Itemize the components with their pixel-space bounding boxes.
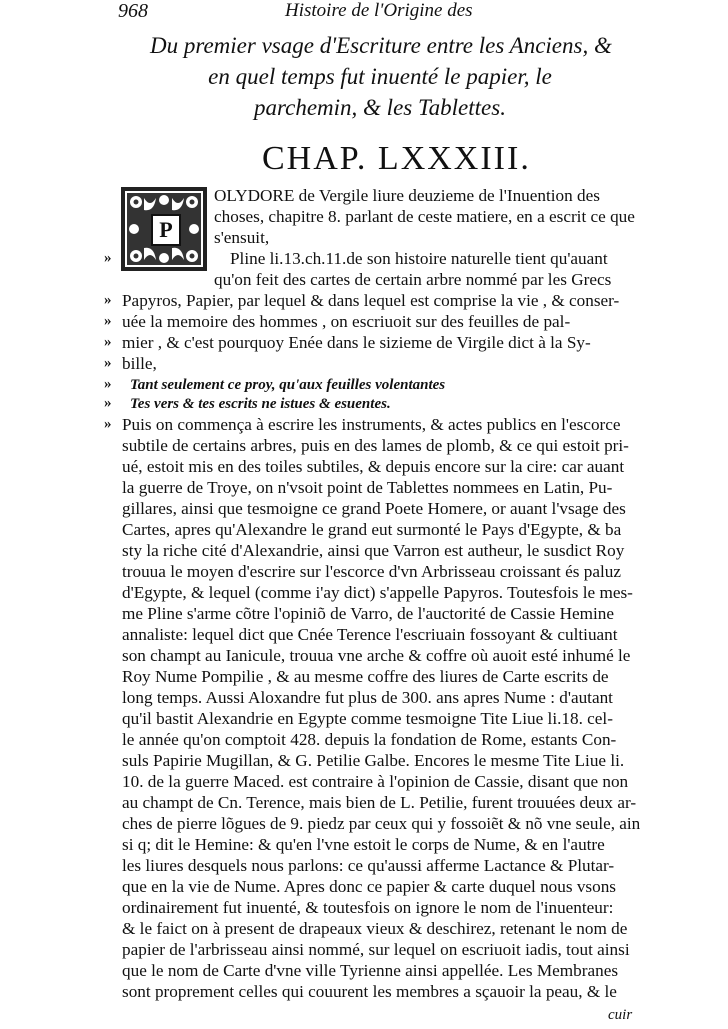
running-head: Histoire de l'Origine des bbox=[285, 0, 473, 21]
text-line: long temps. Aussi Aloxandre fut plus de 300. ans apres Nume : d'autant bbox=[122, 688, 613, 707]
text-line: me Pline s'arme cõtre l'opiniõ de Varro, de l'auctorité de Cassie Hemine bbox=[122, 604, 614, 623]
quote-mark: » bbox=[104, 313, 112, 329]
text-line: gillares, ainsi que tesmoigne ce grand Poete Homere, or auant l'vsage des bbox=[122, 499, 626, 518]
text-line: d'Egypte, & lequel (comme i'ay dict) s'appelle Papyros. Toutesfois le mes- bbox=[122, 583, 633, 602]
text-line: Puis on commença à escrire les instruments, & actes publics en l'escorce bbox=[122, 415, 621, 434]
text-line: choses, chapitre 8. parlant de ceste matiere, en a escrit ce que bbox=[214, 207, 635, 226]
text-line: qu'il bastit Alexandrie en Egypte comme tesmoigne Tite Liue li.18. cel- bbox=[122, 709, 613, 728]
text-line: trouua le moyen d'escrire sur l'escorce d'vn Arbrisseau croissant és paluz bbox=[122, 562, 621, 581]
text-line: mier , & c'est pourquoy Enée dans le sizieme de Virgile dict à la Sy- bbox=[122, 333, 591, 352]
text-line: sont proprement celles qui couurent les membres a sçauoir la peau, & le bbox=[122, 982, 617, 1001]
text-line: bille, bbox=[122, 354, 157, 373]
text-line: Papyros, Papier, par lequel & dans lequel est comprise la vie , & conser- bbox=[122, 291, 620, 310]
text-line: 10. de la guerre Maced. est contraire à l'opinion de Cassie, disant que non bbox=[122, 772, 629, 791]
text-line: le année qu'on comptoit 428. depuis la fondation de Rome, estants Con- bbox=[122, 730, 617, 749]
text-line: Pline li.13.ch.11.de son histoire naturelle tient qu'auant bbox=[230, 249, 608, 268]
initial-letter: P bbox=[151, 214, 181, 246]
text-line: OLYDORE de Vergile liure deuzieme de l'Inuention des bbox=[214, 186, 600, 205]
text-line: papier de l'arbrisseau ainsi nommé, sur lequel on escriuoit iadis, tout ainsi bbox=[122, 940, 630, 959]
text-line: la guerre de Troye, on n'vsoit point de Tablettes nommees en Latin, Pu- bbox=[122, 478, 613, 497]
subtitle-line: parchemin, & les Tablettes. bbox=[254, 95, 506, 120]
text-line: les liures desquels nous parlons: ce qu'aussi afferme Lactance & Plutar- bbox=[122, 856, 615, 875]
text-line: son champt au Ianicule, trouua vne arche & coffre où auoit esté inhumé le bbox=[122, 646, 631, 665]
text-line: qu'on feit des cartes de certain arbre nommé par les Grecs bbox=[214, 270, 612, 289]
quote-mark: » bbox=[104, 416, 112, 432]
subtitle-line: en quel temps fut inuenté le papier, le bbox=[208, 64, 552, 89]
text-line: s'ensuit, bbox=[214, 228, 270, 247]
catchword: cuir bbox=[608, 1007, 633, 1023]
subtitle-line: Du premier vsage d'Escriture entre les Anciens, & bbox=[150, 33, 612, 58]
quote-mark: » bbox=[104, 250, 112, 266]
text-line: que en la vie de Nume. Apres donc ce papier & carte duquel nous vsons bbox=[122, 877, 616, 896]
page-number: 968 bbox=[118, 0, 148, 22]
text-line: ordinairement fut inuenté, & toutesfois on ignore le nom de l'inuenteur: bbox=[122, 898, 614, 917]
text-line: suls Papirie Mugillan, & G. Petilie Galbe. Encores le mesme Tite Liue li. bbox=[122, 751, 625, 770]
text-line: si q; dit le Hemine: & qu'en l'vne estoit le corps de Nume, & en l'autre bbox=[122, 835, 605, 854]
chapter-heading: CHAP. LXXXIII. bbox=[262, 140, 531, 177]
quote-mark: » bbox=[104, 376, 112, 392]
text-line: annaliste: lequel dict que Cnée Terence l'escriuain fossoyant & cultiuant bbox=[122, 625, 618, 644]
verse-line: Tes vers & tes escrits ne istues & esuentes. bbox=[130, 396, 391, 412]
text-line: Roy Nume Pompilie , & au mesme coffre des liures de Carte escrits de bbox=[122, 667, 609, 686]
text-line: au champt de Cn. Terence, mais bien de L. Petilie, furent trouuées deux ar- bbox=[122, 793, 637, 812]
text-line: subtile de certains arbres, puis en des lames de plomb, & ce qui estoit pri- bbox=[122, 436, 629, 455]
text-line: que le nom de Carte d'vne ville Tyrienne ainsi appellée. Les Membranes bbox=[122, 961, 619, 980]
text-line: Cartes, apres qu'Alexandre le grand eut surmonté le Pays d'Egypte, & ba bbox=[122, 520, 622, 539]
decorated-initial bbox=[120, 186, 208, 272]
quote-mark: » bbox=[104, 395, 112, 411]
verse-line: Tant seulement ce proy, qu'aux feuilles volentantes bbox=[130, 377, 446, 393]
text-line: uée la memoire des hommes , on escriuoit sur des feuilles de pal- bbox=[122, 312, 571, 331]
text-line: ué, estoit mis en des toiles subtiles, & depuis encore sur la cire: car auant bbox=[122, 457, 625, 476]
text-line: ches de pierre lõgues de 9. piedz par ceux qui y fossoiẽt & nõ vne seule, ain bbox=[122, 814, 641, 833]
section-subtitle bbox=[150, 30, 610, 123]
text-line: & le faict on à present de drapeaux vieux & deschirez, retenant le nom de bbox=[122, 919, 628, 938]
quote-mark: » bbox=[104, 334, 112, 350]
quote-mark: » bbox=[104, 355, 112, 371]
quote-mark: » bbox=[104, 292, 112, 308]
text-line: sty la riche cité d'Alexandrie, ainsi que Varron est autheur, le susdict Roy bbox=[122, 541, 625, 560]
